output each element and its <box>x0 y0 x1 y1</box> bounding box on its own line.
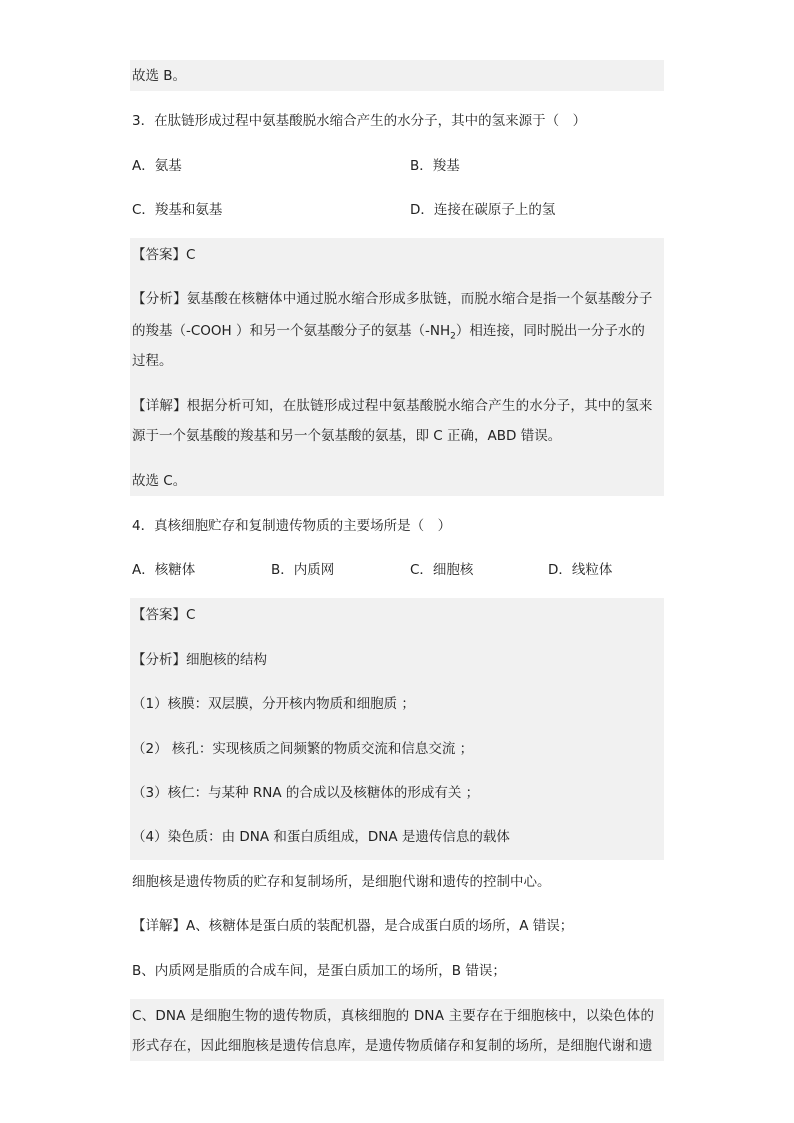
q4-detail-c-line1: C、DNA 是细胞生物的遗传物质，真核细胞的 DNA 主要存在于细胞核中，以染色体的 <box>132 1008 655 1024</box>
q3-detail-line1: 【详解】根据分析可知，在肽链形成过程中氨基酸脱水缩合产生的水分子，其中的氢来 <box>132 398 653 414</box>
q3-detail-line2: 源于一个氨基酸的羧基和另一个氨基酸的氨基，即 C 正确，ABD 错误。 <box>132 428 562 444</box>
q3-analysis-line2-subscript: 2 <box>450 331 456 342</box>
q4-detail-b: B、内质网是脂质的合成车间，是蛋白质加工的场所，B 错误； <box>132 963 506 979</box>
q3-answer: 【答案】C <box>132 247 196 263</box>
q3-option-b: B．羧基 <box>410 158 460 174</box>
q3-conclusion: 故选 C。 <box>132 473 187 489</box>
q3-option-a: A．氨基 <box>132 158 182 174</box>
q4-answer-shade <box>130 598 664 860</box>
q2-conclusion: 故选 B。 <box>132 68 187 84</box>
q4-stem: 4．真核细胞贮存和复制遗传物质的主要场所是（ ） <box>132 518 452 534</box>
q4-option-a: A．核糖体 <box>132 562 196 578</box>
q4-option-b: B．内质网 <box>271 562 335 578</box>
q3-analysis-line1: 【分析】氨基酸在核糖体中通过脱水缩合形成多肽链，而脱水缩合是指一个氨基酸分子 <box>132 291 653 307</box>
q3-analysis-line3: 过程。 <box>132 353 173 369</box>
q4-detail-a: 【详解】A、核糖体是蛋白质的装配机器，是合成蛋白质的场所，A 错误； <box>132 918 574 934</box>
q4-analysis-summary: 细胞核是遗传物质的贮存和复制场所，是细胞代谢和遗传的控制中心。 <box>132 874 551 890</box>
q4-detail-c-line2: 形式存在，因此细胞核是遗传信息库，是遗传物质储存和复制的场所，是细胞代谢和遗 <box>132 1038 653 1054</box>
q4-option-d: D．线粒体 <box>548 562 613 578</box>
q4-analysis-item4: （4）染色质：由 DNA 和蛋白质组成，DNA 是遗传信息的载体 <box>132 829 510 845</box>
q3-stem: 3．在肽链形成过程中氨基酸脱水缩合产生的水分子，其中的氢来源于（ ） <box>132 113 587 129</box>
q4-analysis-item3: （3）核仁：与某种 RNA 的合成以及核糖体的形成有关 ； <box>132 785 480 801</box>
q4-answer: 【答案】C <box>132 607 196 623</box>
q4-analysis-item1: （1）核膜：双层膜，分开核内物质和细胞质 ； <box>132 696 415 712</box>
q3-analysis-line2-part1: 的羧基（-COOH ）和另一个氨基酸分子的氨基（-NH <box>132 323 451 339</box>
q3-option-c: C．羧基和氨基 <box>132 202 223 218</box>
q3-option-d: D．连接在碳原子上的氢 <box>410 202 556 218</box>
q4-analysis-title: 【分析】细胞核的结构 <box>132 652 267 668</box>
q4-option-c: C．细胞核 <box>410 562 474 578</box>
q4-analysis-item2: （2） 核孔：实现核质之间频繁的物质交流和信息交流 ； <box>132 741 474 757</box>
q3-analysis-line2-part2: ）相连接，同时脱出一分子水的 <box>455 323 645 339</box>
q3-analysis-line2 <box>132 320 662 342</box>
